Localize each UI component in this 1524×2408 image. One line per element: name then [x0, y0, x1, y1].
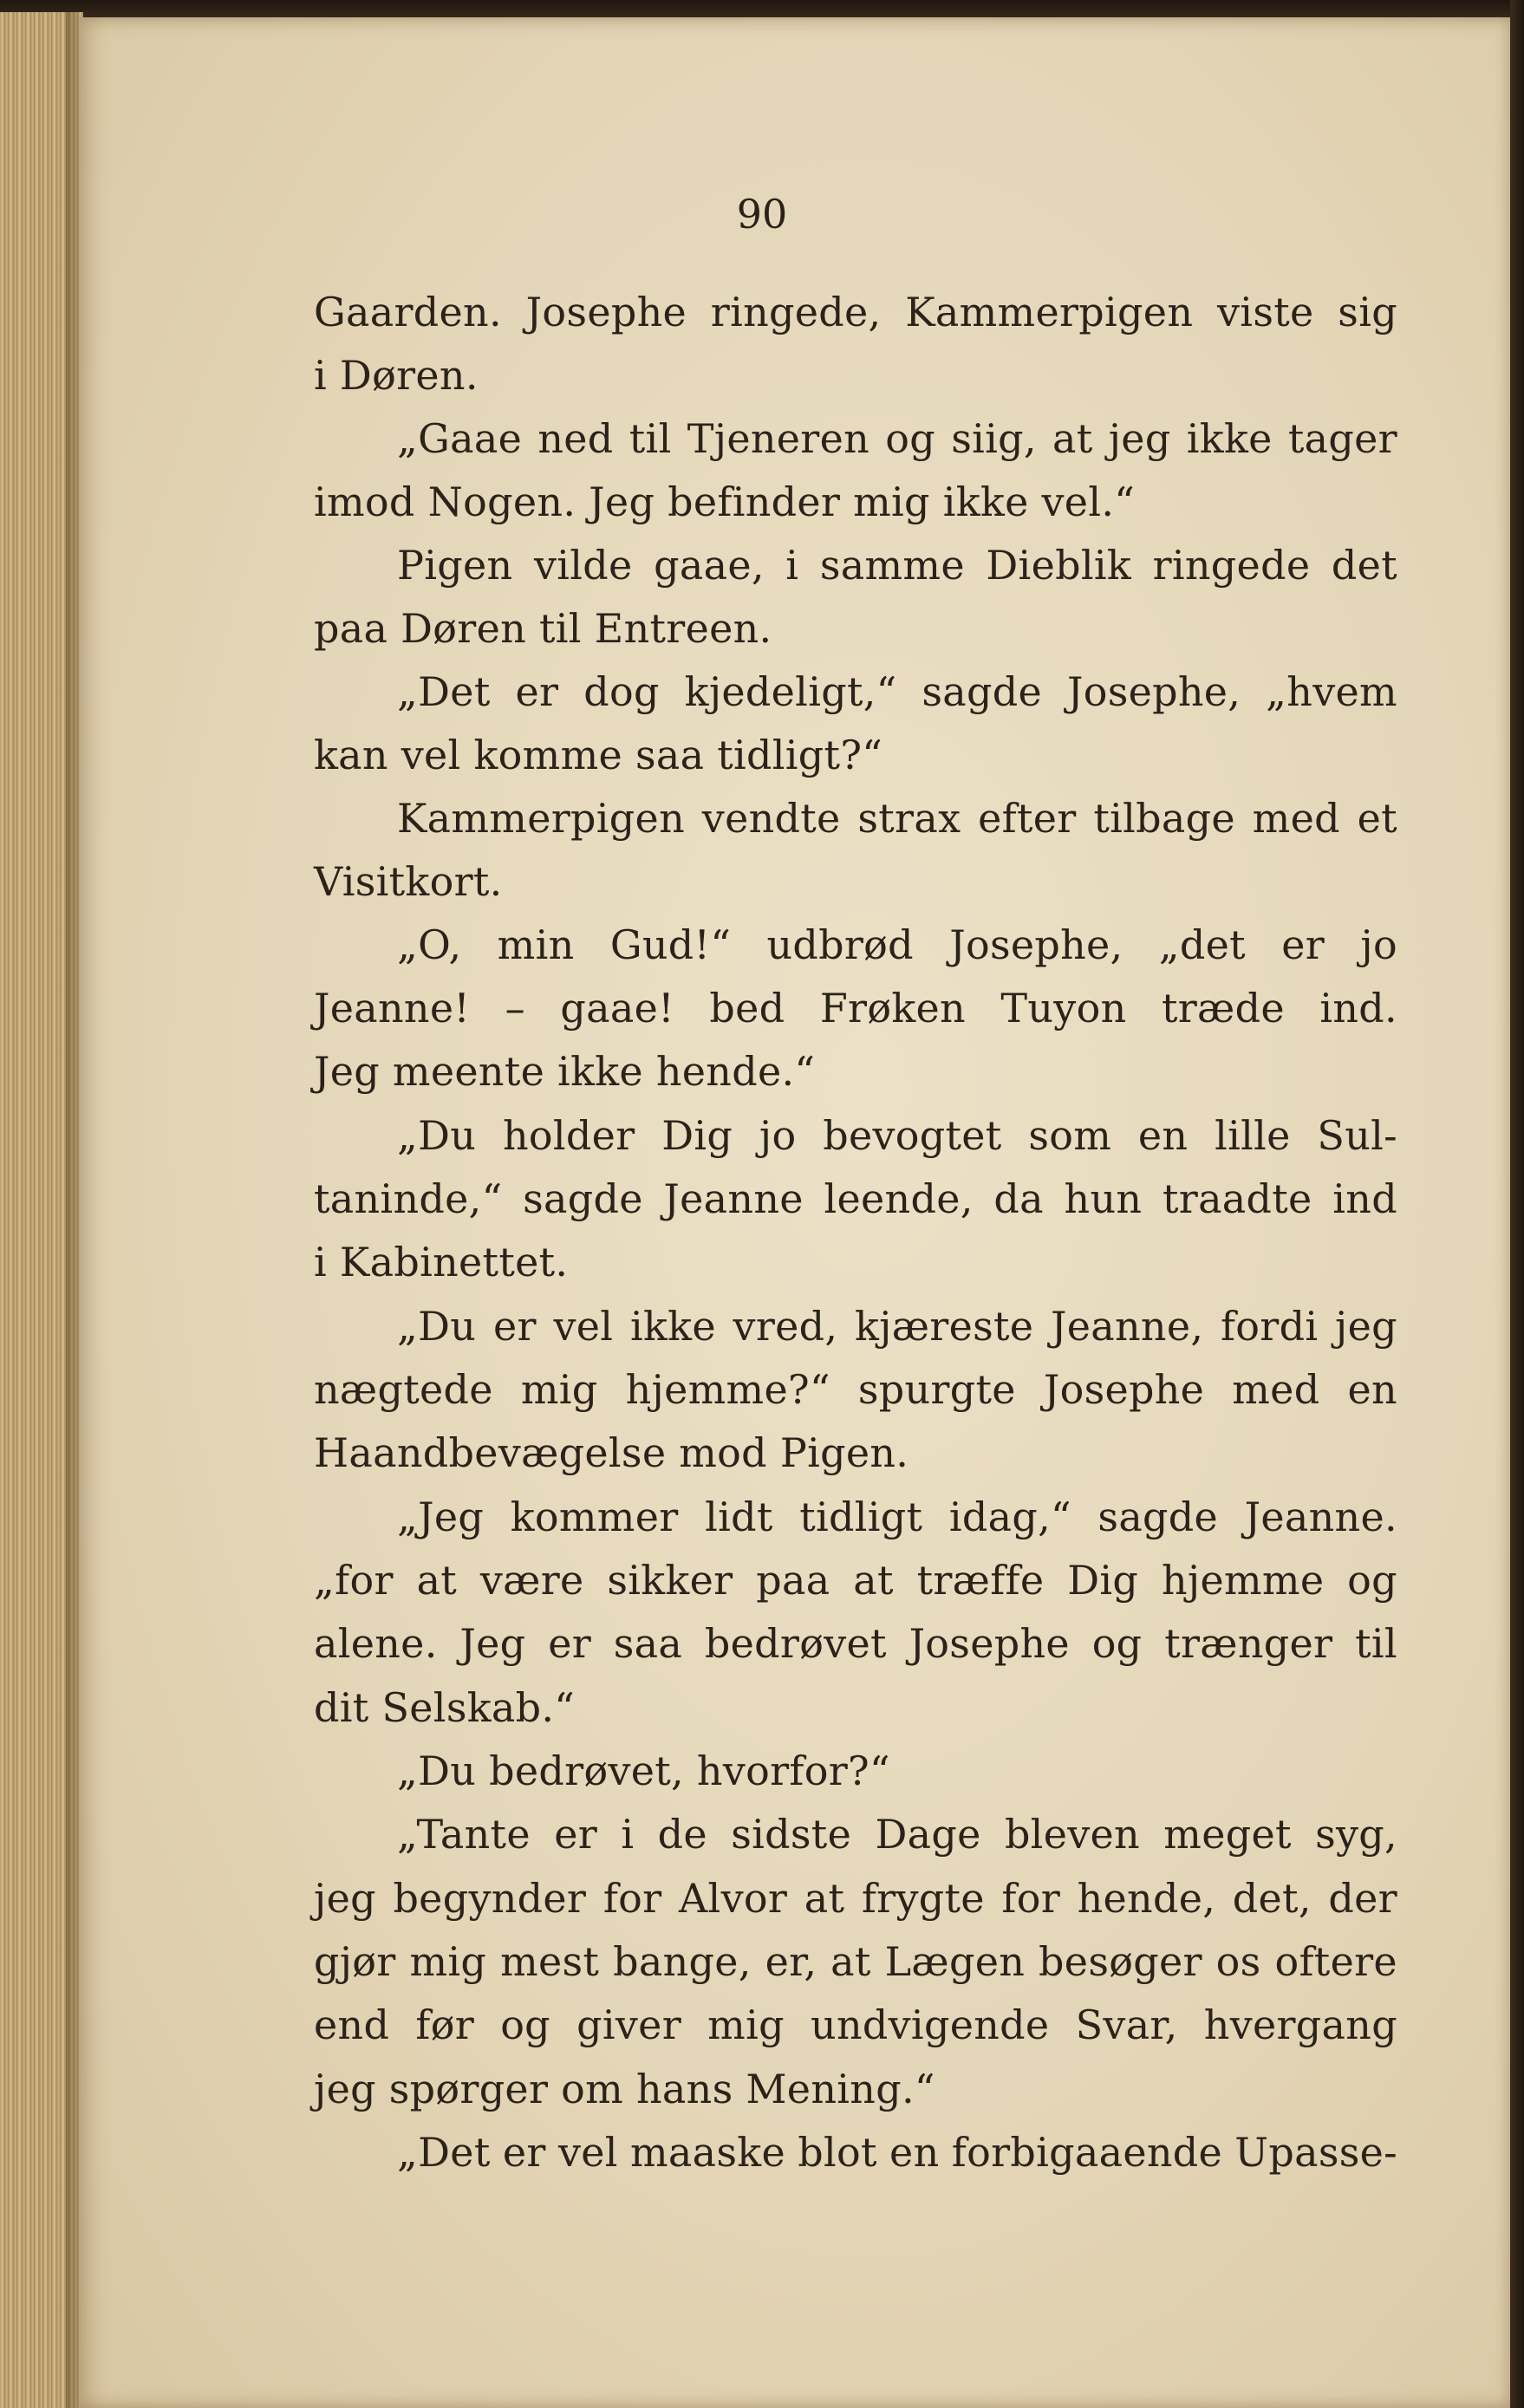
text-line: i Kabinettet.	[314, 1239, 569, 1285]
text-line: end før og giver mig undvigende Svar, hvergang	[314, 2001, 1397, 2048]
text-line: nægtede mig hjemme?“ spurgte Josephe med en	[314, 1366, 1397, 1413]
text-line: Visitkort.	[314, 858, 503, 905]
text-line: Kammerpigen vendte strax efter tilbage med et	[397, 795, 1397, 842]
text-line: „O, min Gud!“ udbrød Josephe, „det er jo	[397, 921, 1397, 968]
text-line: dit Selskab.“	[314, 1684, 576, 1731]
text-line: Jeanne! – gaae! bed Frøken Tuyon træde ind.	[314, 985, 1397, 1032]
page-number: 90	[736, 191, 788, 238]
text-line: „for at være sikker paa at træffe Dig hjemme og	[314, 1557, 1397, 1604]
text-line: „Gaae ned til Tjeneren og siig, at jeg ikke tager	[397, 415, 1397, 462]
text-line: jeg begynder for Alvor at frygte for hende, det, der	[314, 1875, 1397, 1922]
text-line: „Du bedrøvet, hvorfor?“	[397, 1747, 890, 1794]
text-line: paa Døren til Entreen.	[314, 605, 772, 652]
text-line: Gaarden. Josephe ringede, Kammerpigen viste sig	[314, 289, 1397, 335]
text-line: i Døren.	[314, 352, 479, 399]
text-line: „Det er vel maaske blot en forbigaaende Upasse-	[397, 2129, 1397, 2176]
text-line: alene. Jeg er saa bedrøvet Josephe og trænger til	[314, 1620, 1397, 1667]
text-line: „Du holder Dig jo bevogtet som en lille Sul-	[397, 1112, 1397, 1159]
text-line: Jeg meente ikke hende.“	[314, 1048, 816, 1095]
text-line: kan vel komme saa tidligt?“	[314, 732, 883, 778]
right-edge-shadow	[1510, 0, 1524, 2408]
text-line: „Det er dog kjedeligt,“ sagde Josephe, „hvem	[397, 668, 1397, 715]
page-edges	[0, 12, 83, 2408]
text-line: jeg spørger om hans Mening.“	[314, 2066, 935, 2112]
text-line: „Jeg kommer lidt tidligt idag,“ sagde Jeanne.	[397, 1494, 1397, 1540]
text-line: „Du er vel ikke vred, kjæreste Jeanne, fordi jeg	[397, 1303, 1397, 1350]
text-line: taninde,“ sagde Jeanne leende, da hun traadte ind	[314, 1175, 1397, 1222]
text-line: gjør mig mest bange, er, at Lægen besøger os oftere	[314, 1938, 1397, 1985]
text-line: Pigen vilde gaae, i samme Dieblik ringede det	[397, 542, 1397, 589]
text-line: Haandbevægelse mod Pigen.	[314, 1429, 909, 1476]
text-line: imod Nogen. Jeg befinder mig ikke vel.“	[314, 478, 1136, 525]
text-line: „Tante er i de sidste Dage bleven meget syg,	[397, 1811, 1397, 1858]
